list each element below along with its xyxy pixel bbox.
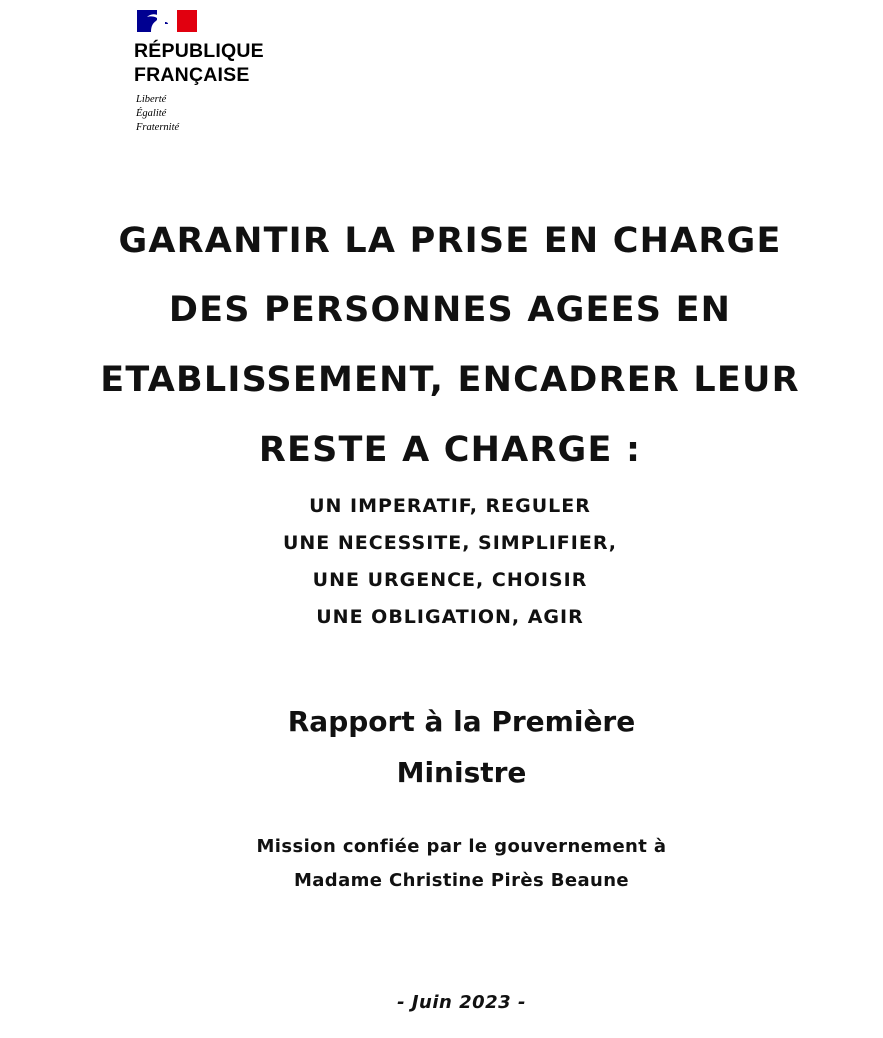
title-line-2: DES PERSONNES AGEES EN xyxy=(168,290,732,330)
subtitle-line-3: UNE URGENCE, CHOISIR xyxy=(312,569,588,591)
mission-line-1: Mission confiée par le gouvernement à xyxy=(256,836,667,857)
title-line-1: GARANTIR LA PRISE EN CHARGE xyxy=(118,221,782,261)
report-heading-line-2: Ministre xyxy=(396,756,527,789)
motto-egalite: Égalité xyxy=(136,108,167,119)
subtitle-line-2: UNE NECESSITE, SIMPLIFIER, xyxy=(282,532,618,554)
title-line-4: RESTE A CHARGE : xyxy=(258,430,642,470)
title-line-3: ETABLISSEMENT, ENCADRER LEUR xyxy=(100,360,800,400)
publication-date: - Juin 2023 - xyxy=(397,992,526,1013)
logo-francaise-text: FRANÇAISE xyxy=(134,64,250,86)
report-heading-line-1: Rapport à la Première xyxy=(287,705,636,738)
logo-republique-text: RÉPUBLIQUE xyxy=(134,40,264,62)
mission-line-2: Madame Christine Pirès Beaune xyxy=(293,870,630,891)
motto-fraternite: Fraternité xyxy=(136,122,180,133)
marianne-flag-icon xyxy=(137,10,197,32)
motto-liberte: Liberté xyxy=(136,94,167,105)
subtitle-line-4: UNE OBLIGATION, AGIR xyxy=(316,606,584,628)
republique-francaise-logo xyxy=(134,10,284,140)
subtitle-line-1: UN IMPERATIF, REGULER xyxy=(309,495,591,517)
